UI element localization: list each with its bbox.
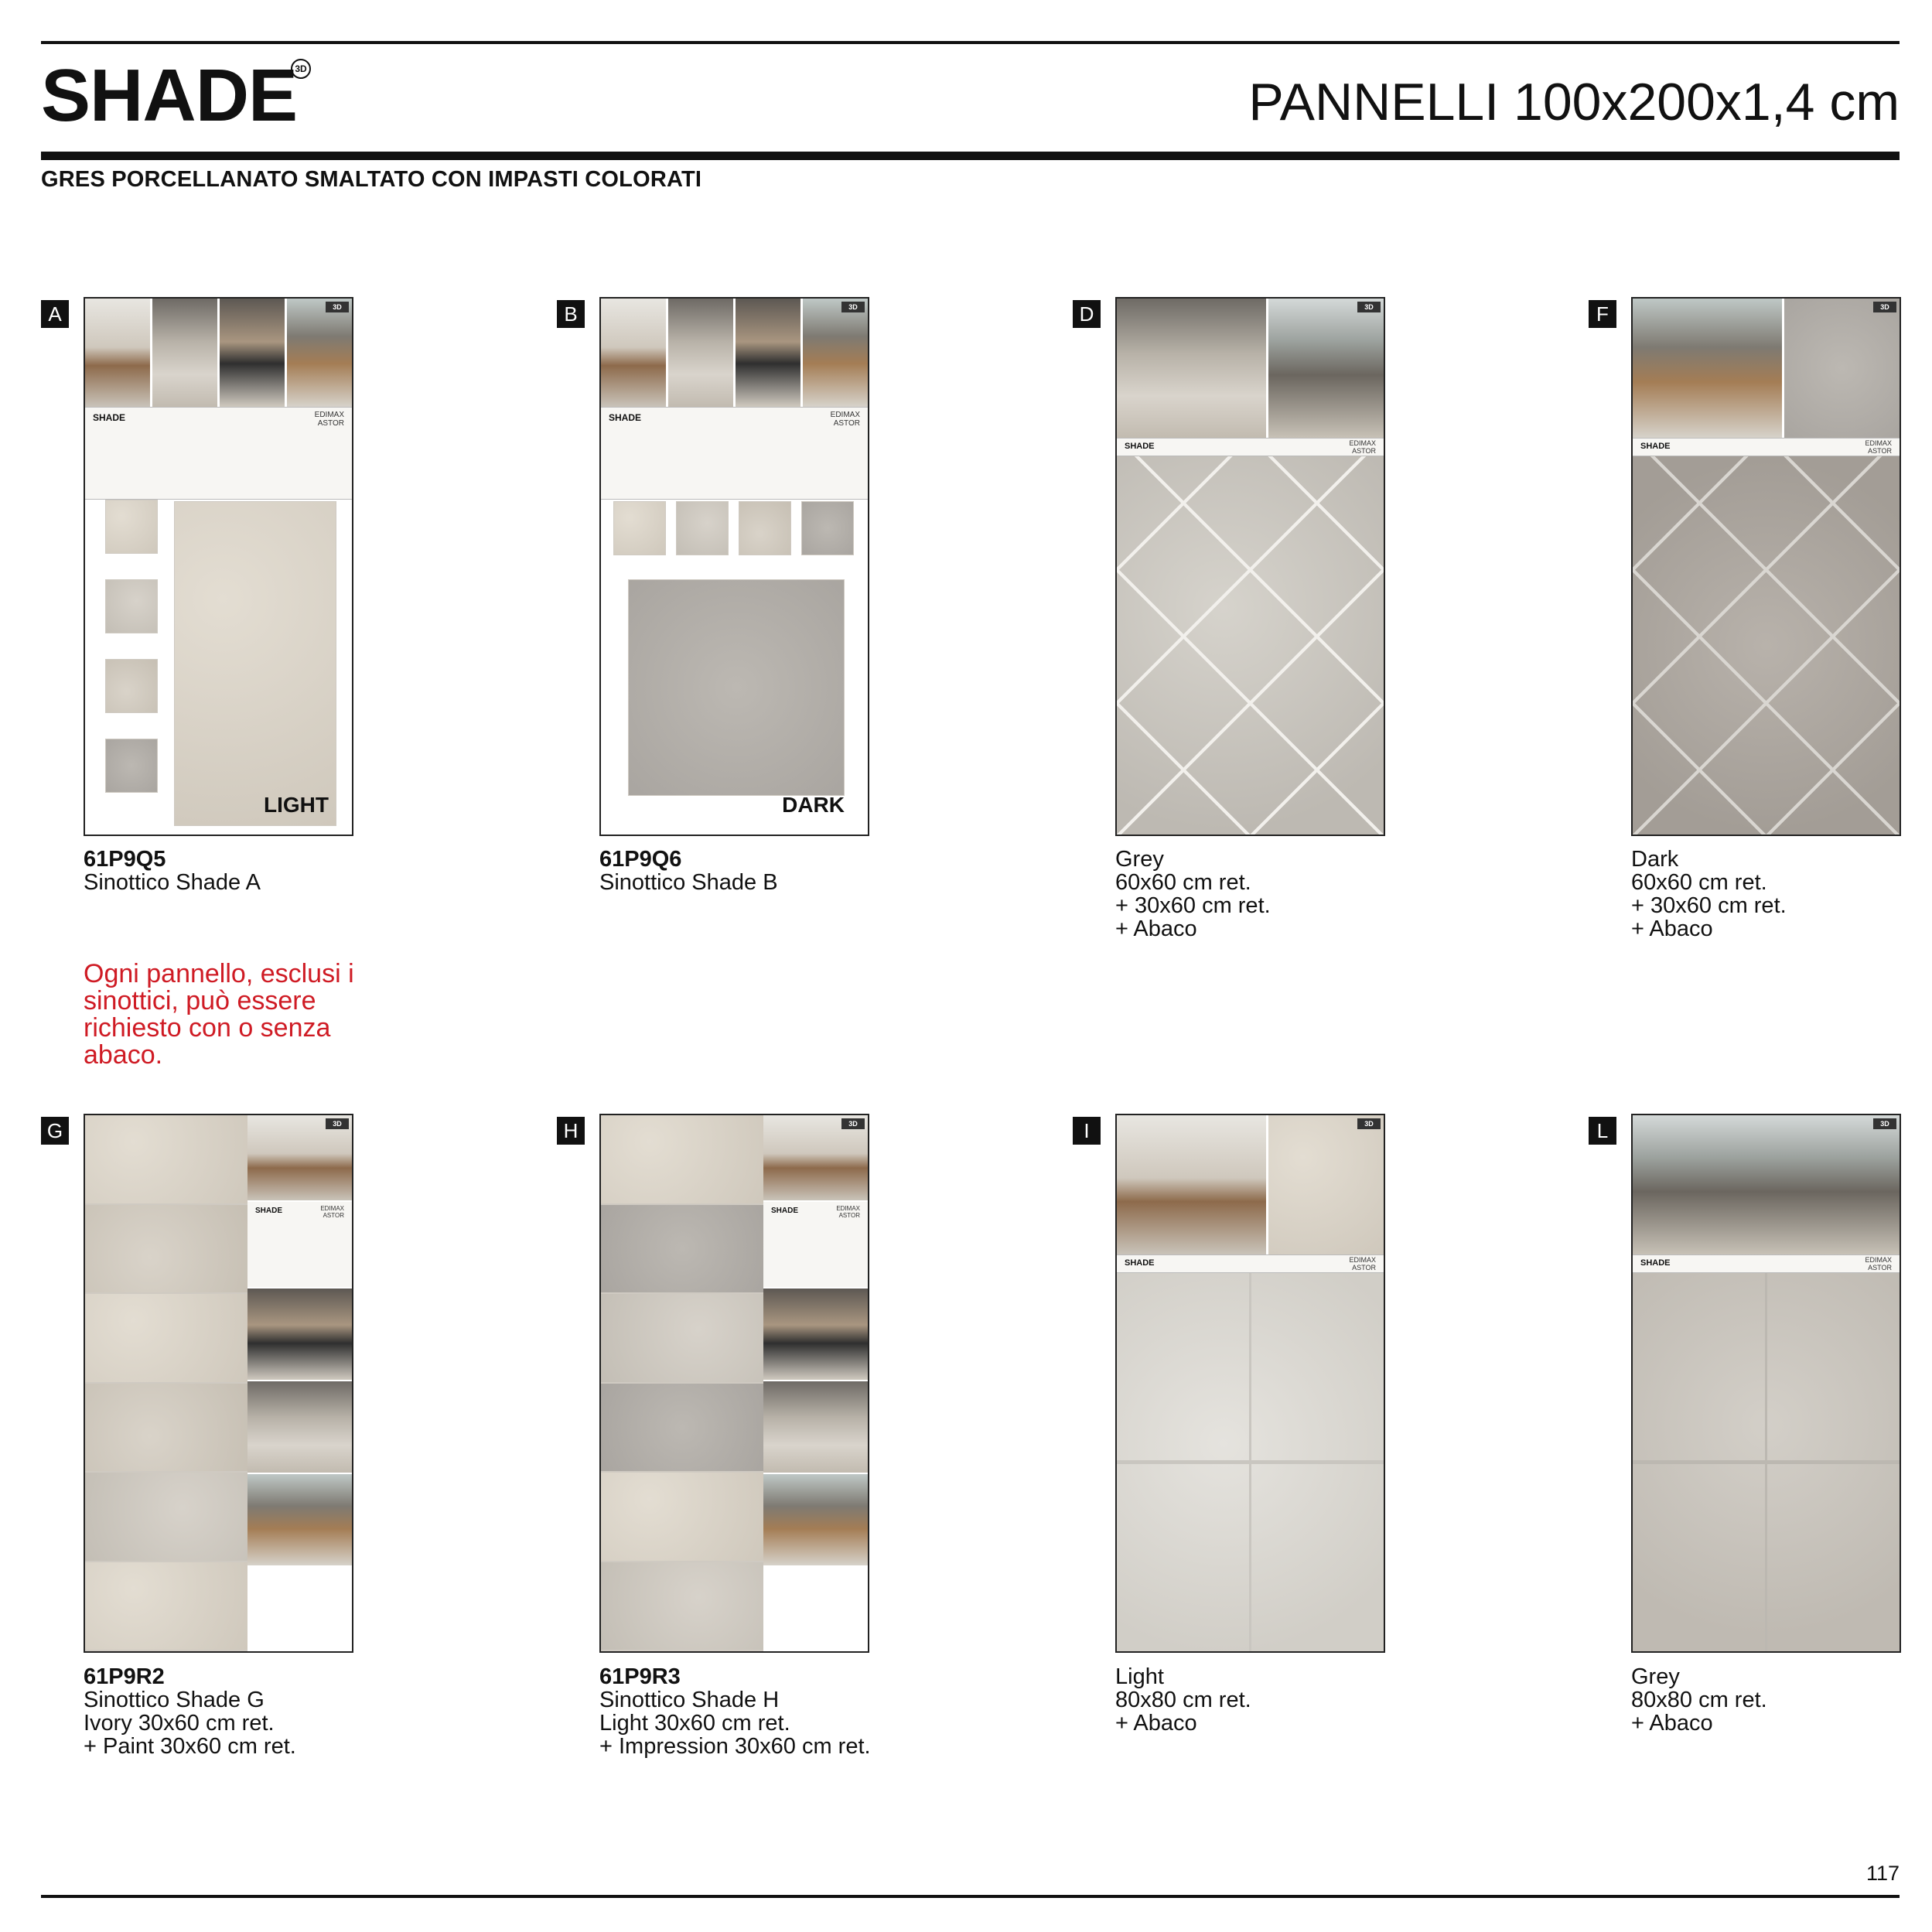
panel-b[interactable] bbox=[599, 297, 869, 836]
catalog-brand: EDIMAX ASTOR bbox=[836, 1205, 860, 1219]
caption-line: + Abaco bbox=[1631, 1711, 1713, 1736]
caption-line: + Paint 30x60 cm ret. bbox=[84, 1734, 296, 1759]
panel-label: LIGHT bbox=[264, 793, 329, 817]
tile-strip bbox=[85, 1115, 247, 1651]
panel-d[interactable] bbox=[1115, 297, 1385, 836]
catalog-title: SHADE bbox=[255, 1207, 283, 1215]
caption-f bbox=[1631, 848, 1787, 940]
caption-line: Ivory 30x60 cm ret. bbox=[84, 1711, 275, 1736]
panel-letter-b: B bbox=[557, 300, 585, 328]
badge-3d: 3D bbox=[326, 1118, 349, 1129]
room-photo bbox=[1633, 299, 1782, 438]
panel-photo-strip bbox=[1117, 299, 1384, 438]
panel-letter-d: D bbox=[1073, 300, 1101, 328]
catalog-title: SHADE bbox=[93, 412, 126, 423]
panel-a[interactable] bbox=[84, 297, 353, 836]
panel-photo-strip bbox=[1633, 299, 1900, 438]
panel-f[interactable] bbox=[1631, 297, 1901, 836]
tile-strip bbox=[601, 1115, 763, 1651]
catalog-band bbox=[1117, 1254, 1384, 1273]
panel-letter-a: A bbox=[41, 300, 69, 328]
swatch-dark bbox=[801, 501, 854, 555]
brand-3d-badge: 3D bbox=[291, 59, 311, 79]
caption-d bbox=[1115, 848, 1271, 940]
badge-3d: 3D bbox=[841, 1118, 865, 1129]
tile-sample bbox=[85, 1384, 247, 1473]
caption-line: Sinottico Shade H bbox=[599, 1688, 780, 1712]
caption-line: + Abaco bbox=[1115, 917, 1197, 941]
product-name: Sinottico Shade A bbox=[84, 870, 261, 895]
caption-line: Light bbox=[1115, 1664, 1164, 1689]
format-title: PANNELLI 100x200x1,4 cm bbox=[1248, 73, 1900, 131]
badge-3d: 3D bbox=[326, 302, 349, 312]
badge-3d: 3D bbox=[1873, 302, 1896, 312]
large-tile-sample bbox=[174, 501, 336, 826]
room-photo bbox=[763, 1381, 868, 1473]
floor-sample bbox=[1633, 456, 1900, 835]
room-photo bbox=[1784, 299, 1900, 438]
tile-sample bbox=[601, 1115, 763, 1205]
catalog-title: SHADE bbox=[1125, 442, 1155, 451]
catalog-brand: EDIMAX ASTOR bbox=[1349, 439, 1376, 455]
catalog-brand: EDIMAX ASTOR bbox=[1865, 439, 1892, 455]
product-code: 61P9Q6 bbox=[599, 847, 682, 872]
tile-sample bbox=[601, 1384, 763, 1473]
panel-i[interactable] bbox=[1115, 1114, 1385, 1653]
panel-label: DARK bbox=[782, 793, 845, 817]
caption-h bbox=[599, 1665, 871, 1758]
tile-sample bbox=[85, 1294, 247, 1384]
badge-3d: 3D bbox=[1357, 302, 1381, 312]
catalog-title: SHADE bbox=[1640, 1258, 1671, 1268]
caption-line: Grey bbox=[1115, 847, 1164, 872]
panel-photo-strip bbox=[601, 299, 868, 407]
caption-line: 60x60 cm ret. bbox=[1115, 870, 1251, 895]
room-photo bbox=[287, 299, 352, 407]
swatch-grey bbox=[105, 579, 158, 633]
catalog-brand: EDIMAX ASTOR bbox=[320, 1205, 344, 1219]
panel-l[interactable] bbox=[1631, 1114, 1901, 1653]
room-photo bbox=[803, 299, 868, 407]
panel-photo-strip bbox=[1633, 1115, 1900, 1254]
badge-3d: 3D bbox=[1873, 1118, 1896, 1129]
room-photo bbox=[1633, 1115, 1900, 1254]
panel-g[interactable] bbox=[84, 1114, 353, 1653]
photo-column bbox=[763, 1115, 868, 1651]
room-photo bbox=[247, 1289, 352, 1380]
caption-line: Dark bbox=[1631, 847, 1679, 872]
swatch-ivory bbox=[739, 501, 791, 555]
catalog-band bbox=[601, 407, 868, 500]
caption-b bbox=[599, 848, 778, 894]
room-photo bbox=[1117, 299, 1266, 438]
tile-sample bbox=[85, 1115, 247, 1205]
subtitle: GRES PORCELLANATO SMALTATO CON IMPASTI COLORATI bbox=[41, 167, 702, 192]
tile-sample bbox=[601, 1205, 763, 1295]
room-photo bbox=[601, 299, 666, 407]
room-photo bbox=[85, 299, 150, 407]
panel-h[interactable] bbox=[599, 1114, 869, 1653]
top-rule bbox=[41, 41, 1900, 44]
caption-line: + Abaco bbox=[1631, 917, 1713, 941]
photo-column bbox=[247, 1115, 352, 1651]
swatch-ivory bbox=[105, 659, 158, 713]
catalog-band bbox=[1117, 438, 1384, 456]
panel-letter-g: G bbox=[41, 1117, 69, 1145]
caption-line: 60x60 cm ret. bbox=[1631, 870, 1767, 895]
catalog-title: SHADE bbox=[1125, 1258, 1155, 1268]
tile-sample bbox=[85, 1473, 247, 1562]
caption-line: + Impression 30x60 cm ret. bbox=[599, 1734, 871, 1759]
tile-sample bbox=[601, 1473, 763, 1562]
catalog-brand: EDIMAX ASTOR bbox=[830, 411, 860, 428]
room-photo bbox=[247, 1474, 352, 1565]
room-photo bbox=[247, 1115, 352, 1200]
tile-sample bbox=[85, 1562, 247, 1652]
room-photo bbox=[1268, 1115, 1384, 1254]
room-photo bbox=[736, 299, 800, 407]
panel-letter-i: I bbox=[1073, 1117, 1101, 1145]
catalog-brand: EDIMAX ASTOR bbox=[1865, 1256, 1892, 1272]
panel-photo-strip bbox=[1117, 1115, 1384, 1254]
caption-i bbox=[1115, 1665, 1251, 1735]
caption-l bbox=[1631, 1665, 1767, 1735]
floor-sample bbox=[1633, 1273, 1900, 1651]
swatch-light bbox=[613, 501, 666, 555]
abaco-note: Ogni pannello, esclusi i sinottici, può essere richiesto con o senza abaco. bbox=[84, 959, 354, 1070]
catalog-brand: EDIMAX ASTOR bbox=[1349, 1256, 1376, 1272]
product-name: Sinottico Shade B bbox=[599, 870, 778, 895]
brand-title: SHADE bbox=[41, 54, 298, 137]
large-tile-sample bbox=[628, 579, 845, 796]
catalog-band bbox=[1633, 1254, 1900, 1273]
catalog-title: SHADE bbox=[771, 1207, 799, 1215]
panel-photo-strip bbox=[85, 299, 352, 407]
catalog-band bbox=[85, 407, 352, 500]
caption-line: 80x80 cm ret. bbox=[1115, 1688, 1251, 1712]
room-photo bbox=[247, 1381, 352, 1473]
swatch-grey bbox=[676, 501, 729, 555]
badge-3d: 3D bbox=[1357, 1118, 1381, 1129]
bottom-rule bbox=[41, 1895, 1900, 1898]
caption-line: Grey bbox=[1631, 1664, 1680, 1689]
swatch-light bbox=[105, 500, 158, 554]
catalog-band bbox=[1633, 438, 1900, 456]
tile-sample bbox=[85, 1205, 247, 1295]
panel-letter-f: F bbox=[1589, 300, 1616, 328]
badge-3d: 3D bbox=[841, 302, 865, 312]
page-number: 117 bbox=[1865, 1862, 1900, 1885]
room-photo bbox=[763, 1474, 868, 1565]
header-rule bbox=[41, 152, 1900, 160]
product-code: 61P9R2 bbox=[84, 1664, 165, 1689]
caption-line: 80x80 cm ret. bbox=[1631, 1688, 1767, 1712]
caption-line: Sinottico Shade G bbox=[84, 1688, 265, 1712]
caption-line: + Abaco bbox=[1115, 1711, 1197, 1736]
tile-sample bbox=[601, 1294, 763, 1384]
swatch-dark bbox=[105, 739, 158, 793]
room-photo bbox=[1117, 1115, 1266, 1254]
room-photo bbox=[152, 299, 217, 407]
caption-a bbox=[84, 848, 261, 894]
room-photo bbox=[668, 299, 733, 407]
catalog-brand: EDIMAX ASTOR bbox=[314, 411, 344, 428]
caption-line: + 30x60 cm ret. bbox=[1631, 893, 1787, 918]
floor-sample bbox=[1117, 1273, 1384, 1651]
room-photo bbox=[763, 1289, 868, 1380]
room-photo bbox=[220, 299, 285, 407]
room-photo bbox=[763, 1115, 868, 1200]
catalog-title: SHADE bbox=[609, 412, 642, 423]
tile-sample bbox=[601, 1562, 763, 1652]
floor-sample bbox=[1117, 456, 1384, 835]
product-code: 61P9Q5 bbox=[84, 847, 166, 872]
caption-line: + 30x60 cm ret. bbox=[1115, 893, 1271, 918]
panel-letter-l: L bbox=[1589, 1117, 1616, 1145]
product-code: 61P9R3 bbox=[599, 1664, 681, 1689]
catalog-card bbox=[247, 1202, 352, 1287]
catalog-title: SHADE bbox=[1640, 442, 1671, 451]
panel-letter-h: H bbox=[557, 1117, 585, 1145]
catalog-card bbox=[763, 1202, 868, 1287]
room-photo bbox=[1268, 299, 1384, 438]
caption-g bbox=[84, 1665, 296, 1758]
caption-line: Light 30x60 cm ret. bbox=[599, 1711, 790, 1736]
